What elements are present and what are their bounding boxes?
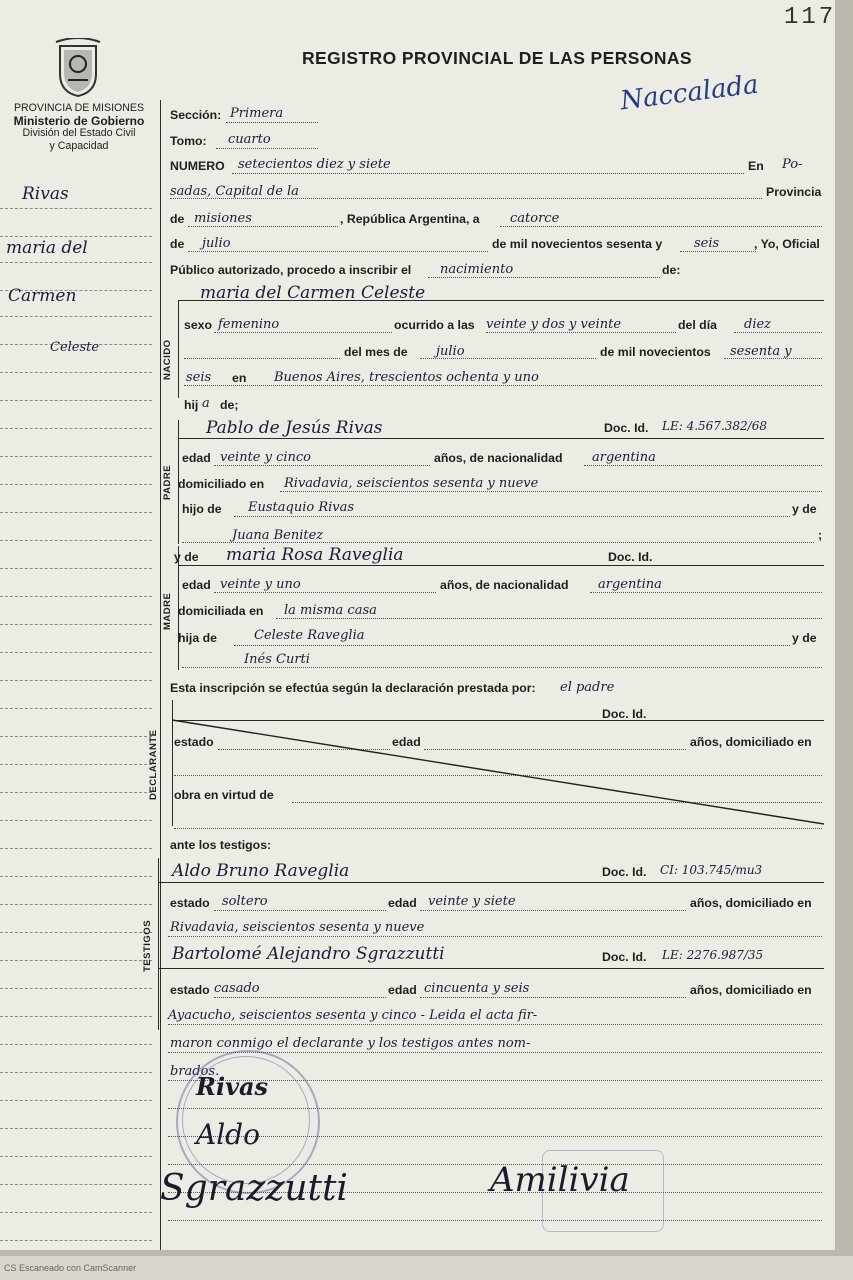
padre-edad-label: edad — [182, 451, 211, 465]
del-dia-label: del día — [678, 318, 717, 332]
testigo2-estado-line — [214, 997, 386, 998]
yo-oficial-label: , Yo, Oficial — [754, 237, 820, 251]
madre-nac-line — [590, 592, 822, 593]
margin-name-3: Celeste — [50, 340, 100, 355]
mil-nov2-label: de mil novecientos — [600, 345, 711, 359]
ministry-label: Ministerio de Gobierno — [13, 113, 145, 128]
provincia-value: misiones — [194, 211, 252, 226]
mes-nac-value: julio — [436, 344, 465, 359]
ante-testigos-label: ante los testigos: — [170, 838, 272, 852]
padre-madre-value: Juana Benitez — [232, 528, 324, 543]
testigo1-estado-line — [214, 910, 386, 911]
obra-label: obra en virtud de — [174, 788, 274, 802]
sexo-value: femenino — [218, 317, 280, 332]
declarante-estado-label: estado — [174, 735, 214, 749]
anio-nac-value-1: sesenta y — [730, 344, 792, 359]
padre-hijo-label: hijo de — [182, 502, 222, 516]
testigo1-doc-label: Doc. Id. — [602, 865, 647, 879]
testigo2-edad-label: edad — [388, 983, 417, 997]
declarante-edad-label: edad — [392, 735, 421, 749]
oficial-signature: Amilivia — [490, 1160, 630, 1200]
testigo2-estado-label: estado — [170, 983, 210, 997]
testigo2-dom-value: Ayacucho, seiscientos sesenta y cinco - Leida el acta fir- — [168, 1008, 538, 1023]
tomo-value: cuarto — [228, 132, 271, 147]
anio-value: seis — [694, 236, 720, 251]
anio-line — [680, 251, 756, 252]
tomo-line — [216, 148, 318, 149]
hora-line — [486, 332, 676, 333]
seccion-label: Sección: — [170, 108, 222, 122]
acto-value: nacimiento — [440, 262, 514, 277]
padre-semicolon: ; — [818, 528, 823, 542]
dia-line — [500, 226, 822, 227]
division-label: División del Estado Civil — [22, 127, 136, 140]
hora-value: veinte y dos y veinte — [486, 317, 622, 332]
testigos-top-rule — [158, 882, 824, 883]
coat-of-arms-icon — [50, 38, 106, 98]
publico-label: Público autorizado, procedo a inscribir el — [170, 263, 412, 277]
acto-line — [428, 277, 660, 278]
madre-edad-line — [214, 592, 436, 593]
declarante-side-label: DECLARANTE — [148, 729, 159, 800]
dia-nac-value: diez — [744, 317, 772, 332]
dia-value: catorce — [510, 211, 560, 226]
numero-value: setecientos diez y siete — [238, 157, 391, 172]
hij-de-label: de; — [220, 398, 239, 412]
madre-dom-label: domiciliada en — [178, 604, 264, 618]
lugar-line — [184, 385, 822, 386]
obra-line-2 — [174, 828, 822, 829]
dia-nac-cont-line — [184, 358, 340, 359]
padre-nac-label: años, de nacionalidad — [434, 451, 563, 465]
testigos-side-label: TESTIGOS — [142, 919, 153, 972]
republica-label: , República Argentina, a — [340, 212, 480, 226]
de-label: de — [170, 212, 185, 226]
madre-padre-value: Celeste Raveglia — [254, 628, 365, 643]
madre-side-label: MADRE — [162, 592, 173, 630]
ciudad-value: sadas, Capital de la — [170, 184, 299, 199]
testigo1-doc-value: CI: 103.745/mu3 — [660, 863, 763, 877]
madre-dom-value: la misma casa — [284, 603, 377, 618]
madre-edad-value: veinte y uno — [220, 577, 301, 592]
margin-name-1: maria del — [6, 238, 88, 258]
testigo1-edad-value: veinte y siete — [428, 894, 516, 909]
padre-dom-value: Rivadavia, seiscientos sesenta y nueve — [284, 476, 539, 491]
main-column-border — [160, 100, 161, 1250]
madre-dom-line — [276, 618, 822, 619]
madre-edad-label: edad — [182, 578, 211, 592]
province-label: PROVINCIA DE MISIONES — [13, 102, 145, 114]
padre-doc-value: LE: 4.567.382/68 — [662, 419, 767, 433]
hij-label: hij — [184, 398, 199, 412]
testigo1-dom-label: años, domiciliado en — [690, 896, 812, 910]
anio-nac-value-2: seis — [186, 370, 212, 385]
padre-top-rule — [178, 438, 824, 439]
madre-hija-label: hija de — [178, 631, 217, 645]
padre-padre-value: Eustaquio Rivas — [248, 500, 355, 515]
nacido-bracket — [178, 300, 179, 398]
mes-value: julio — [202, 236, 231, 251]
sexo-label: sexo — [184, 318, 213, 332]
padre-side-label: PADRE — [162, 464, 173, 500]
cierre-value-2: brados. — [170, 1064, 220, 1079]
nacido-side-label: NACIDO — [162, 339, 173, 380]
strike-through-line — [172, 718, 824, 828]
declarante-signature: Rivas — [196, 1072, 269, 1101]
padre-y-de-label: y de — [792, 502, 817, 516]
scanner-watermark: CS Escaneado con CamScanner — [4, 1263, 137, 1273]
declarante-doc-label: Doc. Id. — [602, 707, 647, 721]
padre-nac-line — [584, 465, 822, 466]
nombre-value: maria del Carmen Celeste — [200, 283, 426, 303]
ministry-heading — [0, 102, 158, 152]
testigo1-nombre: Aldo Bruno Raveglia — [172, 861, 350, 881]
mil-label: de mil novecientos sesenta y — [492, 237, 663, 251]
seccion-value: Primera — [230, 106, 284, 121]
en2-label: en — [232, 371, 247, 385]
madre-madre-line — [182, 667, 822, 668]
numero-label: NUMERO — [170, 159, 225, 173]
madre-padre-line — [234, 645, 790, 646]
provincia-line — [188, 226, 338, 227]
testigo2-estado-value: casado — [214, 981, 260, 996]
madre-madre-value: Inés Curti — [244, 652, 310, 667]
madre-y-de-label: y de — [174, 550, 199, 564]
tomo-label: Tomo: — [170, 134, 207, 148]
hij-suffix: a — [202, 396, 210, 411]
de2-label: de — [170, 237, 185, 251]
provincia-label: Provincia — [766, 185, 822, 199]
testigo1-edad-label: edad — [388, 896, 417, 910]
blue-signature: Naccalada — [618, 69, 761, 117]
testigo2-signature: Sgrazzutti — [160, 1168, 348, 1209]
testigos-bracket — [158, 858, 159, 1030]
sexo-line — [214, 332, 392, 333]
testigo1-estado-value: soltero — [222, 894, 268, 909]
testigo2-dom-line — [168, 1024, 822, 1025]
testigo1-dom-line — [168, 936, 822, 937]
padre-edad-line — [214, 465, 430, 466]
madre-nombre: maria Rosa Raveglia — [226, 545, 404, 565]
page-number: 117 — [784, 4, 837, 31]
declarante-dom-label: años, domiciliado en — [690, 735, 812, 749]
testigo1-estado-label: estado — [170, 896, 210, 910]
padre-nombre: Pablo de Jesús Rivas — [206, 418, 383, 438]
testigo1-edad-line — [420, 910, 686, 911]
padre-dom-label: domiciliado en — [178, 477, 265, 491]
de-colon-label: de: — [662, 263, 681, 277]
testigo2-nombre: Bartolomé Alejandro Sgrazzutti — [172, 944, 445, 964]
padre-dom-line — [280, 491, 822, 492]
padre-doc-label: Doc. Id. — [604, 421, 649, 435]
mes-line — [188, 251, 488, 252]
madre-top-rule — [178, 565, 824, 566]
madre-doc-label: Doc. Id. — [608, 550, 653, 564]
testigo2-doc-value: LE: 2276.987/35 — [662, 948, 764, 962]
ocurrido-label: ocurrido a las — [394, 318, 475, 332]
del-mes-label: del mes de — [344, 345, 408, 359]
margin-name-2: Carmen — [8, 286, 77, 306]
testigo1-dom-value: Rivadavia, seiscientos sesenta y nueve — [170, 920, 425, 935]
declarante-value: el padre — [560, 680, 615, 695]
en-value: Po- — [782, 157, 803, 172]
dia-nac-line — [734, 332, 822, 333]
lugar-value: Buenos Aires, trescientos ochenta y uno — [274, 370, 539, 385]
division-label-2: y Capacidad — [49, 139, 109, 152]
inscripcion-label: Esta inscripción se efectúa según la declaración prestada por: — [170, 681, 536, 695]
padre-nac-value: argentina — [592, 450, 656, 465]
cierre-value-1: maron conmigo el declarante y los testigos antes nom- — [170, 1036, 531, 1051]
testigo2-edad-value: cincuenta y seis — [424, 981, 530, 996]
blank-line-5 — [168, 1220, 822, 1221]
padre-padre-line — [234, 516, 790, 517]
madre-nac-label: años, de nacionalidad — [440, 578, 569, 592]
en-label: En — [748, 159, 764, 173]
testigo2-dom-label: años, domiciliado en — [690, 983, 812, 997]
madre-nac-value: argentina — [598, 577, 662, 592]
seccion-line — [226, 122, 318, 123]
testigo1-signature: Aldo — [196, 1118, 260, 1151]
madre-y-de-2: y de — [792, 631, 817, 645]
numero-line — [232, 173, 744, 174]
testigo2-edad-line — [420, 997, 686, 998]
testigo2-rule — [158, 968, 824, 969]
padre-edad-value: veinte y cinco — [220, 450, 312, 465]
margin-surname: Rivas — [22, 184, 69, 204]
document-title: REGISTRO PROVINCIAL DE LAS PERSONAS — [302, 48, 692, 68]
testigo2-doc-label: Doc. Id. — [602, 950, 647, 964]
